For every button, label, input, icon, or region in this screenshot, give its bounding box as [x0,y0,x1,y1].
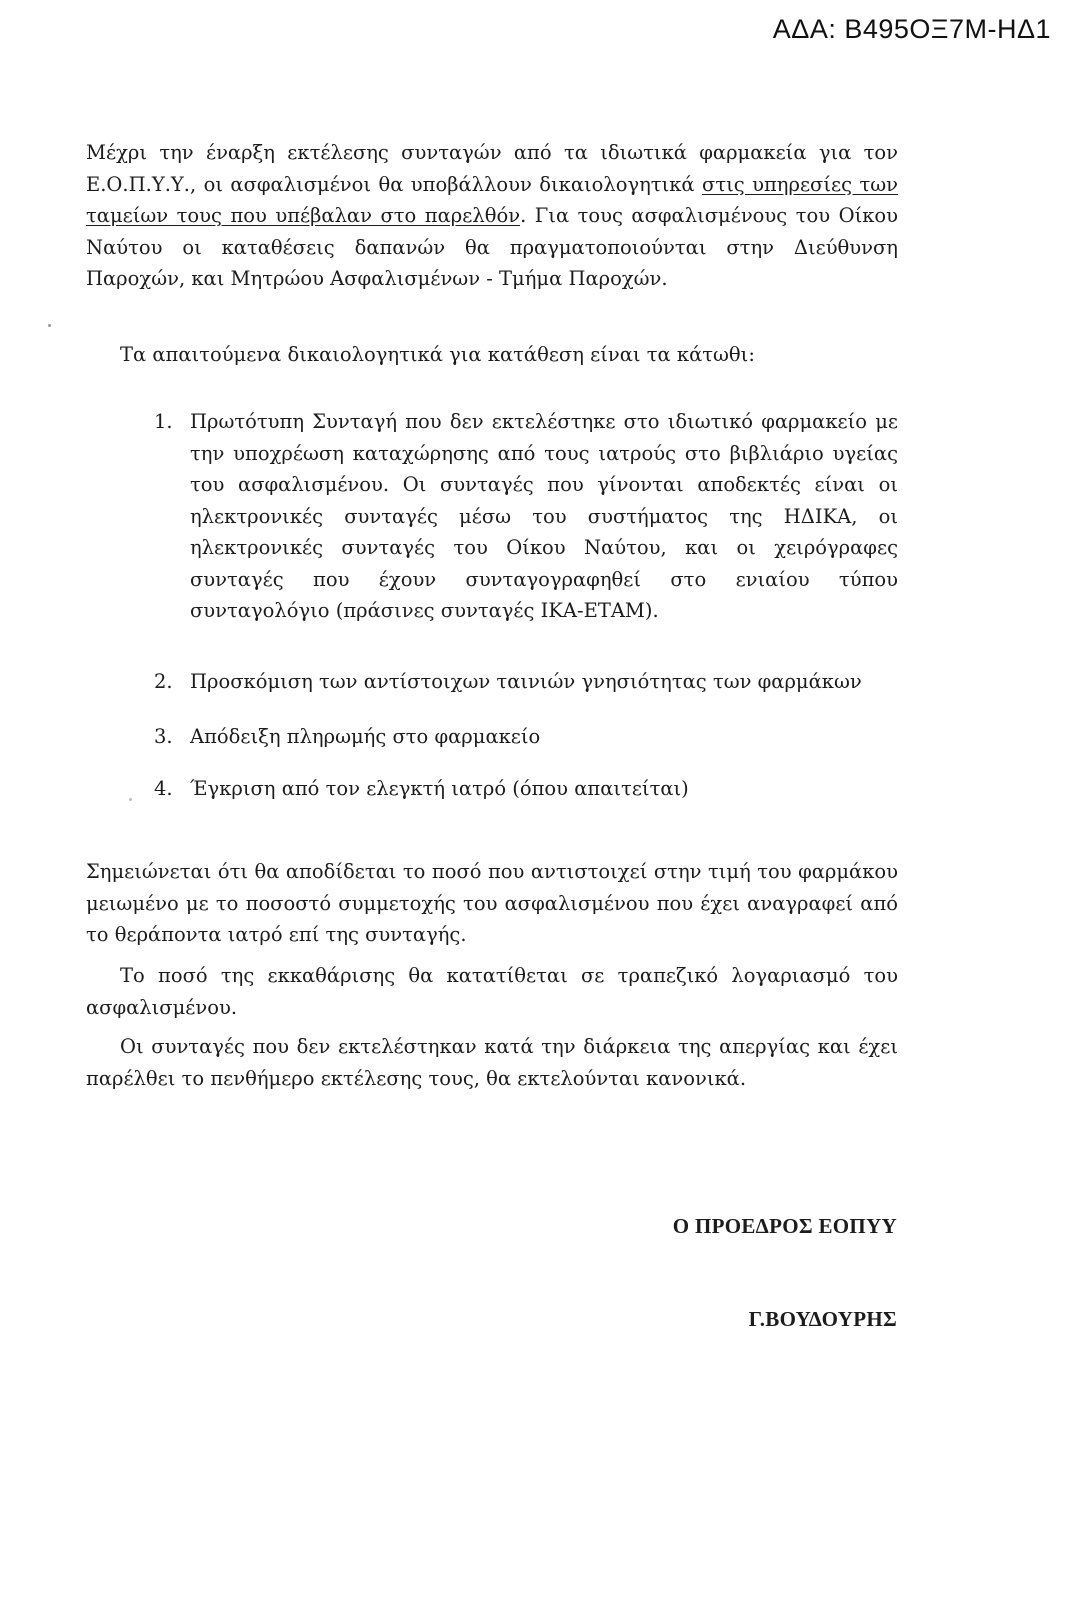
list-number: 2. [154,670,173,693]
list-item [148,406,898,627]
list-item-text: Απόδειξη πληρωμής στο φαρμακείο [190,725,541,748]
requirements-list [148,773,898,805]
scan-speck [129,798,132,801]
list-number: 3. [154,725,173,748]
list-number: 1. [154,410,173,433]
list-item-text: Προσκόμιση των αντίστοιχων ταινιών γνησιότητας των φαρμάκων [190,670,862,693]
list-item-text: Πρωτότυπη Συνταγή που δεν εκτελέστηκε στο ιδιωτικό φαρμακείο με την υποχρέωση καταχώρησης από τους ιατρούς στο βιβλιάριο υγείας του ασφαλισμένου. Οι συνταγές που γίνονται αποδεκτές είναι οι ηλεκτρονικές συνταγές μέσω του συστήματος της ΗΔΙΚΑ, οι ηλεκτρονικές συνταγές του Οίκου Ναύτου, και οι χειρόγραφες συνταγές που έχουν συνταγογραφηθεί στο ενιαίου τύπου συνταγολόγιο (πράσινες συνταγές ΙΚΑ-ΕΤΑΜ). [190,410,898,622]
scan-speck [48,324,51,327]
list-item [148,666,898,698]
list-item [148,773,898,805]
paragraph-bank-deposit: Το ποσό της εκκαθάρισης θα κατατίθεται σε τραπεζικό λογαριασμό του ασφαλισμένου. [86,964,898,1019]
requirements-list [148,666,898,698]
requirements-list [148,406,898,627]
list-item-text: Έγκριση από τον ελεγκτή ιατρό (όπου απαιτείται) [190,777,689,800]
paragraph-text: Μέχρι την έναρξη εκτέλεσης συνταγών από τα ιδιωτικά φαρμακεία για τον Ε.Ο.Π.Υ.Υ., οι ασφαλισμένοι θα υποβάλλουν δικαιολογητικά [86,141,898,196]
paragraph-submission-location [86,137,898,295]
paragraph-pending-prescriptions: Οι συνταγές που δεν εκτελέστηκαν κατά την διάρκεια της απεργίας και έχει παρέλθει το πενθήμερο εκτέλεσης τους, θα εκτελούνται κανονικά. [86,1035,898,1090]
signature-name: Γ.ΒΟΥΔΟΥΡΗΣ [748,1307,897,1331]
underlined-text: στις υπηρεσίες των ταμείων τους που υπέβαλαν στο παρελθόν [86,172,898,227]
requirements-intro: Τα απαιτούμενα δικαιολογητικά για κατάθεση είναι τα κάτωθι: [120,343,755,366]
requirements-list [148,721,898,753]
paragraph-text: . Για τους ασφαλισμένους του Οίκου Ναύτου οι καταθέσεις δαπανών θα πραγματοποιούνται στην Διεύθυνση Παροχών, και Μητρώου Ασφαλισμένων - Τμήμα Παροχών. [86,204,898,290]
list-number: 4. [154,777,173,800]
list-item [148,721,898,753]
signature-title: Ο ΠΡΟΕΔΡΟΣ ΕΟΠΥΥ [672,1214,897,1238]
paragraph-reimbursement: Σημειώνεται ότι θα αποδίδεται το ποσό που αντιστοιχεί στην τιμή του φαρμάκου μειωμένο με το ποσοστό συμμετοχής του ασφαλισμένου που έχει αναγραφεί από το θεράποντα ιατρό επί της συνταγής. [86,860,898,946]
ada-code: ΑΔΑ: Β495ΟΞ7Μ-ΗΔ1 [772,14,1051,44]
